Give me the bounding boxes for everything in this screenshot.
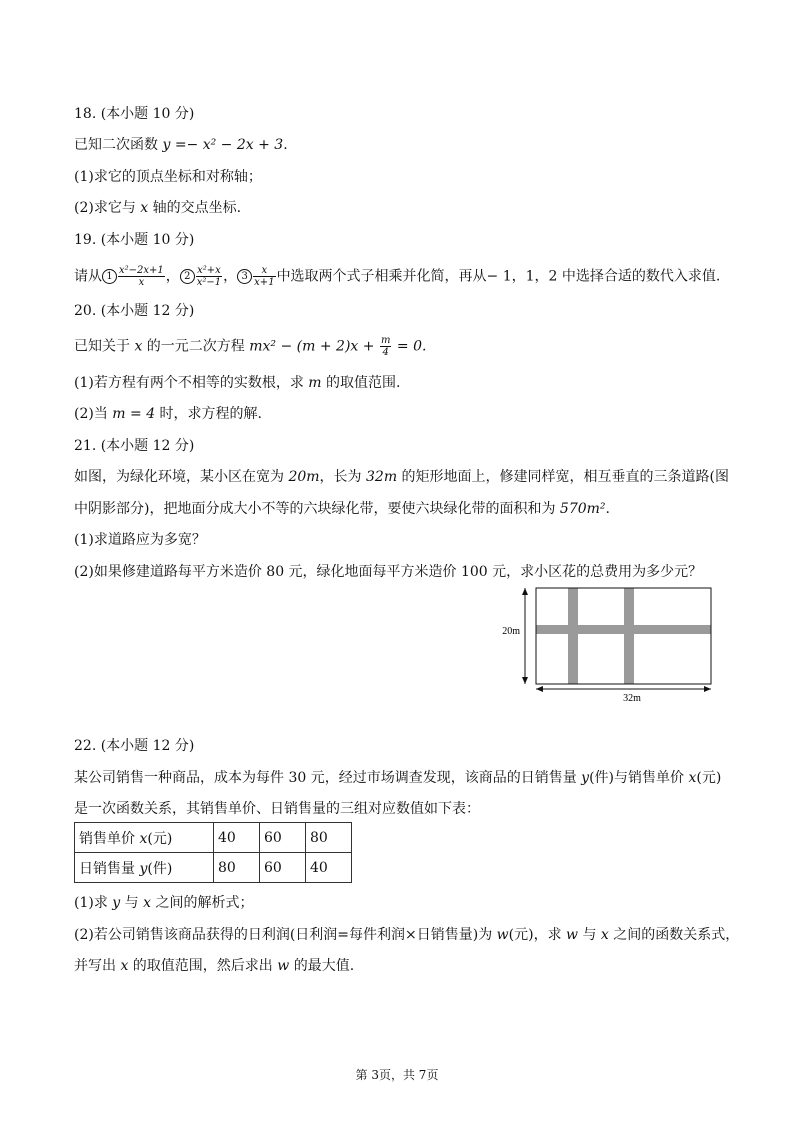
q18-p2-var: x bbox=[140, 200, 149, 216]
q19-fraction-3: $\frac{x}{x+1}$ bbox=[254, 265, 275, 288]
q18-stem bbox=[74, 135, 734, 155]
width-arrow-top bbox=[522, 588, 528, 595]
table-header-sales: 日销售量 y(件) bbox=[75, 853, 214, 883]
q18-header: 18. (本小题 10 分) bbox=[74, 106, 195, 122]
q20-header: 20. (本小题 12 分) bbox=[74, 303, 195, 319]
price-sales-table bbox=[74, 822, 352, 883]
q20-part2: (2)当 m = 4 时，求方程的解. bbox=[74, 406, 263, 422]
q20-equation-end: = 0. bbox=[392, 338, 427, 355]
q20-stem bbox=[74, 335, 734, 358]
land-rectangle bbox=[536, 588, 711, 684]
q19-lead: 请从 bbox=[74, 268, 102, 285]
q21-part2: (2)如果修建道路每平方米造价 80 元，绿化地面每平方米造价 100 元，求小区花的总费用为多少元？ bbox=[74, 564, 703, 580]
table-cell: 80 bbox=[214, 853, 260, 883]
width-arrow-bottom bbox=[522, 677, 528, 684]
q19-sep-1: ， bbox=[165, 268, 180, 285]
q22-part3: 并写出 x 的取值范围，然后求出 w 的最大值. bbox=[74, 958, 355, 974]
q20-var: x bbox=[134, 338, 143, 355]
q22-part2: (2)若公司销售该商品获得的日利润(日利润=每件利润×日销售量)为 w(元)，求 w 与 x 之间的函数关系式， bbox=[74, 927, 740, 943]
table-cell: 40 bbox=[214, 823, 260, 853]
q18-part1: (1)求它的顶点坐标和对称轴； bbox=[74, 169, 262, 185]
q20-part1: (1)若方程有两个不相等的实数根，求 m 的取值范围. bbox=[74, 375, 401, 391]
q18-stem-text: 已知二次函数 bbox=[74, 137, 163, 153]
q18-p2-text: (2)求它与 bbox=[74, 200, 141, 216]
q20-stem-mid: 的一元二次方程 bbox=[142, 338, 250, 355]
q18-part2 bbox=[74, 198, 734, 218]
table-cell: 80 bbox=[306, 823, 352, 853]
q22-header: 22. (本小题 12 分) bbox=[74, 738, 195, 754]
q19-stem bbox=[74, 265, 734, 288]
q22-part1: (1)求 y 与 x 之间的解析式； bbox=[74, 895, 254, 911]
q20-equation: mx² − (m + 2)x + bbox=[249, 338, 379, 355]
q22-line2: 是一次函数关系，其销售单价、日销售量的三组对应数值如下表： bbox=[74, 801, 480, 817]
circle-1-icon: 1 bbox=[102, 269, 117, 284]
q19-fraction-2: $\frac{\text{x²+x}}{\text{x²−1}}$ bbox=[196, 265, 222, 288]
q19-sep-2: ， bbox=[223, 268, 238, 285]
q21-line2: 中阴影部分)，把地面分成大小不等的六块绿化带，要使六块绿化带的面积和为 570m². bbox=[74, 501, 610, 517]
length-label: 32m bbox=[623, 693, 641, 704]
table-cell: 40 bbox=[306, 853, 352, 883]
q18-period: . bbox=[283, 137, 288, 153]
table-row bbox=[75, 823, 352, 853]
q19-tail: 中选取两个式子相乘并化简，再从− 1，1，2 中选择合适的数代入求值. bbox=[276, 268, 721, 285]
circle-2-icon: 2 bbox=[180, 269, 195, 284]
road-diagram bbox=[492, 584, 722, 706]
q19-fraction-1: $\frac{\text{x²−2x+1}}{x}$ bbox=[119, 265, 164, 288]
q21-part1: (1)求道路应为多宽？ bbox=[74, 532, 206, 548]
q19-header: 19. (本小题 10 分) bbox=[74, 232, 195, 248]
length-arrow-right bbox=[704, 686, 711, 692]
q18-function: y =− x² − 2x + 3 bbox=[162, 137, 284, 153]
q22-line1: 某公司销售一种商品，成本为每件 30 元，经过市场调查发现，该商品的日销售量 y(件)与销售单价 x(元) bbox=[74, 770, 722, 786]
table-header-price: 销售单价 x(元) bbox=[75, 823, 214, 853]
table-cell: 60 bbox=[260, 823, 306, 853]
horizontal-road bbox=[536, 625, 711, 634]
q20-fraction: $\frac{m}{4}$ bbox=[380, 335, 391, 358]
vertical-road-1 bbox=[568, 588, 578, 684]
length-arrow-left bbox=[536, 686, 543, 692]
q21-line1: 如图，为绿化环境，某小区在宽为 20m，长为 32m 的矩形地面上，修建同样宽，相互垂直的三条道路(图 bbox=[74, 469, 730, 485]
width-label: 20m bbox=[502, 626, 520, 637]
vertical-road-2 bbox=[624, 588, 634, 684]
table-cell: 60 bbox=[260, 853, 306, 883]
circle-3-icon: 3 bbox=[237, 269, 252, 284]
table-row bbox=[75, 853, 352, 883]
q18-p2-tail: 轴的交点坐标. bbox=[148, 200, 242, 216]
q20-stem-text: 已知关于 bbox=[74, 338, 135, 355]
q21-header: 21. (本小题 12 分) bbox=[74, 438, 195, 454]
page-footer: 第 3页，共 7页 bbox=[355, 1068, 439, 1082]
